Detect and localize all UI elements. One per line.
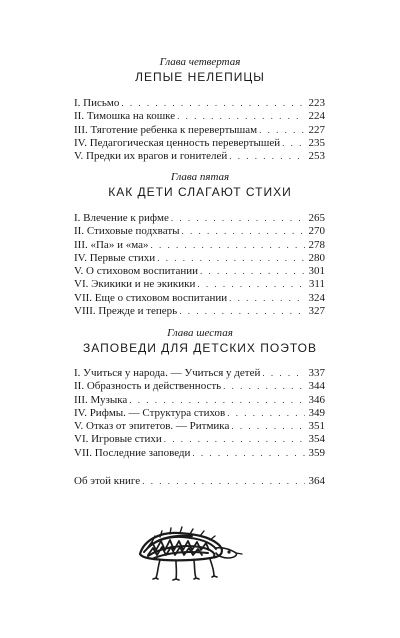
toc-entry[interactable] xyxy=(74,265,325,278)
leader-dots xyxy=(142,475,305,488)
toc-entry[interactable] xyxy=(74,150,325,163)
appendix-entries xyxy=(74,475,325,488)
entry-page: 359 xyxy=(308,446,325,459)
entry-page: 235 xyxy=(308,136,325,149)
toc-entry[interactable] xyxy=(74,447,325,460)
leader-dots xyxy=(223,380,305,393)
entry-page: 351 xyxy=(308,420,325,433)
toc-entry[interactable] xyxy=(74,475,325,488)
chapter-title: ЗАПОВЕДИ ДЛЯ ДЕТСКИХ ПОЭТОВ xyxy=(83,341,317,355)
leader-dots xyxy=(282,137,305,150)
toc-entry[interactable] xyxy=(74,407,325,420)
entry-title: V. О стиховом воспитании xyxy=(74,265,199,278)
toc-entry[interactable] xyxy=(74,137,325,150)
entry-page: 327 xyxy=(308,305,325,318)
entry-page: 337 xyxy=(308,367,325,379)
toc-entry[interactable] xyxy=(74,239,325,252)
leader-dots xyxy=(129,394,305,407)
chapter-6-entries xyxy=(74,367,325,460)
hedgehog-scribble-icon xyxy=(130,522,250,589)
toc-entry[interactable] xyxy=(74,124,325,137)
chapter-4-header xyxy=(0,56,400,85)
leader-dots xyxy=(262,367,305,380)
entry-page: 346 xyxy=(308,393,325,406)
entry-title: I. Письмо xyxy=(74,97,120,109)
toc-entry[interactable] xyxy=(74,394,325,407)
chapter-label: Глава пятая xyxy=(170,171,230,183)
leader-dots xyxy=(171,212,305,225)
entry-title: I. Учиться у народа. — Учиться у детей xyxy=(74,367,261,379)
toc-entry[interactable] xyxy=(74,420,325,433)
leader-dots xyxy=(157,252,305,265)
entry-title: V. Предки их врагов и гонителей xyxy=(74,150,228,163)
toc-entry[interactable] xyxy=(74,380,325,393)
entry-title: I. Влечение к рифме xyxy=(74,212,169,224)
chapter-label: Глава шестая xyxy=(167,327,233,339)
leader-dots xyxy=(179,305,305,318)
entry-title: IV. Педагогическая ценность перевертышей xyxy=(74,136,281,149)
chapter-5-header xyxy=(0,171,400,200)
entry-page: 253 xyxy=(308,150,325,163)
entry-page: 224 xyxy=(308,110,325,123)
entry-page: 278 xyxy=(308,238,325,251)
leader-dots xyxy=(177,110,305,123)
toc-entry[interactable] xyxy=(74,367,325,380)
entry-title: II. Тимошка на кошке xyxy=(74,110,176,123)
entry-page: 311 xyxy=(308,278,325,291)
entry-title: VI. Экикики и не экикики xyxy=(74,278,196,291)
toc-entry[interactable] xyxy=(74,292,325,305)
entry-page: 223 xyxy=(308,97,325,109)
chapter-6-header xyxy=(0,327,400,356)
toc-entry[interactable] xyxy=(74,110,325,123)
leader-dots xyxy=(182,225,305,238)
entry-title: V. Отказ от эпитетов. — Ритмика xyxy=(74,420,230,433)
entry-title: VII. Еще о стиховом воспитании xyxy=(74,291,228,304)
toc-entry[interactable] xyxy=(74,212,325,225)
leader-dots xyxy=(259,124,305,137)
chapter-5-entries xyxy=(74,212,325,318)
toc-entry[interactable] xyxy=(74,97,325,110)
entry-page: 354 xyxy=(308,433,325,446)
entry-title: Об этой книге xyxy=(74,475,141,487)
toc-entry[interactable] xyxy=(74,225,325,238)
entry-title: II. Образность и действенность xyxy=(74,380,222,393)
leader-dots xyxy=(121,97,305,110)
leader-dots xyxy=(231,420,305,433)
chapter-title: КАК ДЕТИ СЛАГАЮТ СТИХИ xyxy=(108,185,292,199)
leader-dots xyxy=(227,407,305,420)
leader-dots xyxy=(200,265,305,278)
entry-page: 324 xyxy=(308,291,325,304)
entry-page: 344 xyxy=(308,380,325,393)
entry-page: 280 xyxy=(308,251,325,264)
entry-title: IV. Рифмы. — Структура стихов xyxy=(74,406,226,419)
entry-title: III. Тяготение ребенка к перевертышам xyxy=(74,123,258,136)
entry-title: VIII. Прежде и теперь xyxy=(74,305,178,318)
toc-entry[interactable] xyxy=(74,433,325,446)
chapter-4-entries xyxy=(74,97,325,163)
entry-page: 301 xyxy=(308,265,325,278)
chapter-title: ЛЕПЫЕ НЕЛЕПИЦЫ xyxy=(135,70,265,84)
entry-page: 265 xyxy=(308,212,325,224)
leader-dots xyxy=(164,433,305,446)
entry-title: VI. Игровые стихи xyxy=(74,433,162,446)
toc-entry[interactable] xyxy=(74,278,325,291)
leader-dots xyxy=(229,150,305,163)
leader-dots xyxy=(197,278,305,291)
entry-page: 349 xyxy=(308,406,325,419)
entry-page: 270 xyxy=(308,225,325,238)
entry-title: III. Музыка xyxy=(74,393,128,406)
toc-entry[interactable] xyxy=(74,305,325,318)
leader-dots xyxy=(150,239,305,252)
leader-dots xyxy=(192,447,305,460)
entry-title: IV. Первые стихи xyxy=(74,251,156,264)
entry-title: II. Стиховые подхваты xyxy=(74,225,180,238)
chapter-label: Глава четвертая xyxy=(159,56,241,68)
entry-page: 227 xyxy=(308,123,325,136)
entry-page: 364 xyxy=(308,475,325,487)
entry-title: III. «Па» и «ма» xyxy=(74,238,149,251)
toc-entry[interactable] xyxy=(74,252,325,265)
entry-title: VII. Последние заповеди xyxy=(74,446,191,459)
leader-dots xyxy=(229,292,305,305)
